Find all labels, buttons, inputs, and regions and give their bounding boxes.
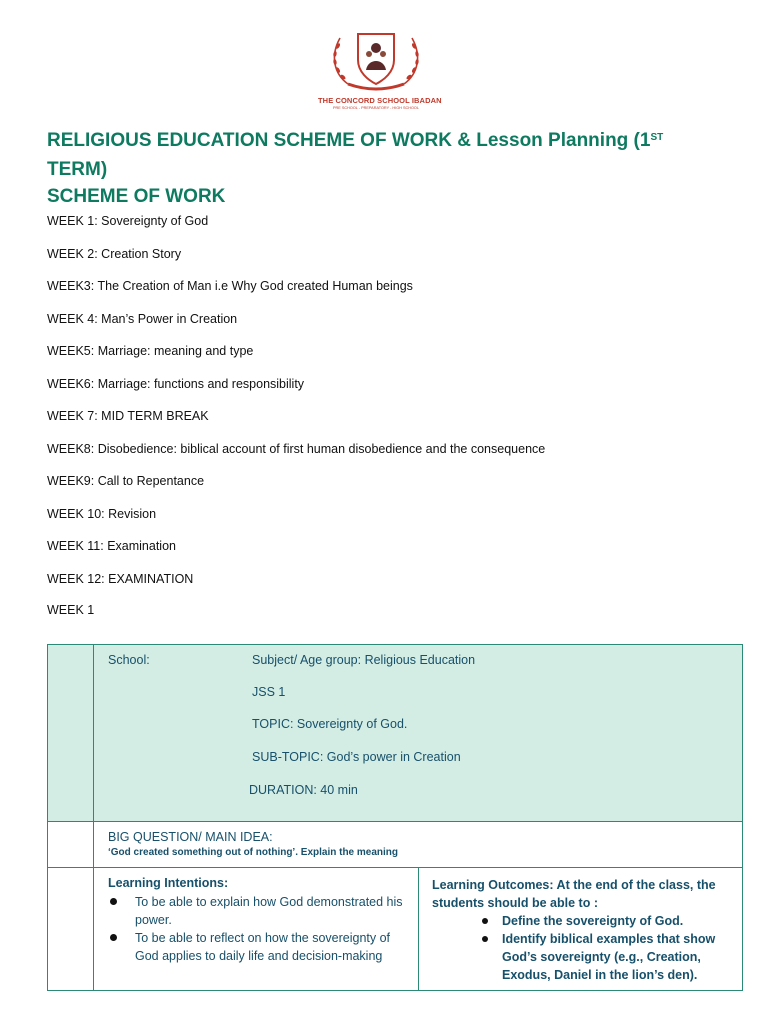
title-end: TERM) <box>47 159 108 180</box>
learning-intentions-heading: Learning Intentions: <box>108 876 229 890</box>
week-item: WEEK8: Disobedience: biblical account of first human disobedience and the consequence <box>47 441 546 456</box>
week-item: WEEK 4: Man’s Power in Creation <box>47 311 238 326</box>
duration-label: DURATION: 40 min <box>249 783 358 797</box>
intention-text: To be able to explain how God demonstrated his power. <box>135 895 403 927</box>
subtopic-label: SUB-TOPIC: God’s power in Creation <box>252 750 461 764</box>
bullet-icon <box>482 918 488 924</box>
section-heading: SCHEME OF WORK <box>47 186 226 207</box>
header-margin-cell <box>48 645 94 822</box>
subject-label: Subject/ Age group: Religious Education <box>252 653 476 667</box>
learning-outcomes-list <box>432 912 732 984</box>
page-title <box>47 126 737 184</box>
question-margin-cell <box>48 822 94 868</box>
big-question-text: ‘God created something out of nothing’. Explain the meaning <box>108 847 399 858</box>
objectives-margin-cell <box>48 868 94 990</box>
title-superscript: ST <box>650 132 664 143</box>
learning-intentions-cell <box>94 868 419 990</box>
week-item: WEEK 2: Creation Story <box>47 246 182 261</box>
weekly-topics-list <box>47 212 545 602</box>
class-label: JSS 1 <box>252 685 286 699</box>
lesson-week-label: WEEK 1 <box>47 603 95 617</box>
week-item: WEEK 12: EXAMINATION <box>47 571 194 586</box>
logo-caption: THE CONCORD SCHOOL IBADAN <box>318 96 442 105</box>
list-item <box>108 893 408 929</box>
learning-intentions-list <box>108 893 408 965</box>
bullet-icon <box>110 898 117 905</box>
week-item: WEEK 11: Examination <box>47 539 176 553</box>
school-crest-icon <box>318 26 434 96</box>
week-item: WEEK6: Marriage: functions and responsibility <box>47 376 305 391</box>
big-question-cell <box>94 822 742 868</box>
lesson-plan-table <box>47 644 743 991</box>
week-item: WEEK3: The Creation of Man i.e Why God created Human beings <box>47 279 413 293</box>
intention-text: To be able to reflect on how the sovereignty of God applies to daily life and decision-making <box>135 931 391 963</box>
learning-outcomes-cell <box>419 868 742 990</box>
bullet-icon <box>110 934 117 941</box>
outcome-text: Identify biblical examples that show God’s sovereignty (e.g., Creation, Exodus, Daniel in the lion’s den). <box>502 932 716 982</box>
week-item: WEEK 1: Sovereignty of God <box>47 214 209 228</box>
list-item <box>432 930 732 984</box>
logo-subcaption: PRE SCHOOL - PREPARATORY - HIGH SCHOOL <box>332 106 419 110</box>
school-logo <box>318 26 442 112</box>
school-label: School: <box>108 653 150 667</box>
list-item <box>108 929 408 965</box>
topic-label: TOPIC: Sovereignty of God. <box>252 717 408 731</box>
bullet-icon <box>482 936 488 942</box>
lesson-header-cell <box>94 645 742 822</box>
title-main: RELIGIOUS EDUCATION SCHEME OF WORK & Lesson Planning (1 <box>47 130 651 151</box>
week-item: WEEK 7: MID TERM BREAK <box>47 409 209 423</box>
big-question-label: BIG QUESTION/ MAIN IDEA: <box>108 830 273 844</box>
learning-outcomes-heading: Learning Outcomes: At the end of the class, the students should be able to : <box>432 878 716 910</box>
week-item: WEEK9: Call to Repentance <box>47 474 205 488</box>
outcome-text: Define the sovereignty of God. <box>502 914 684 928</box>
list-item <box>432 912 732 930</box>
week-item: WEEK5: Marriage: meaning and type <box>47 344 254 358</box>
week-item: WEEK 10: Revision <box>47 506 157 521</box>
